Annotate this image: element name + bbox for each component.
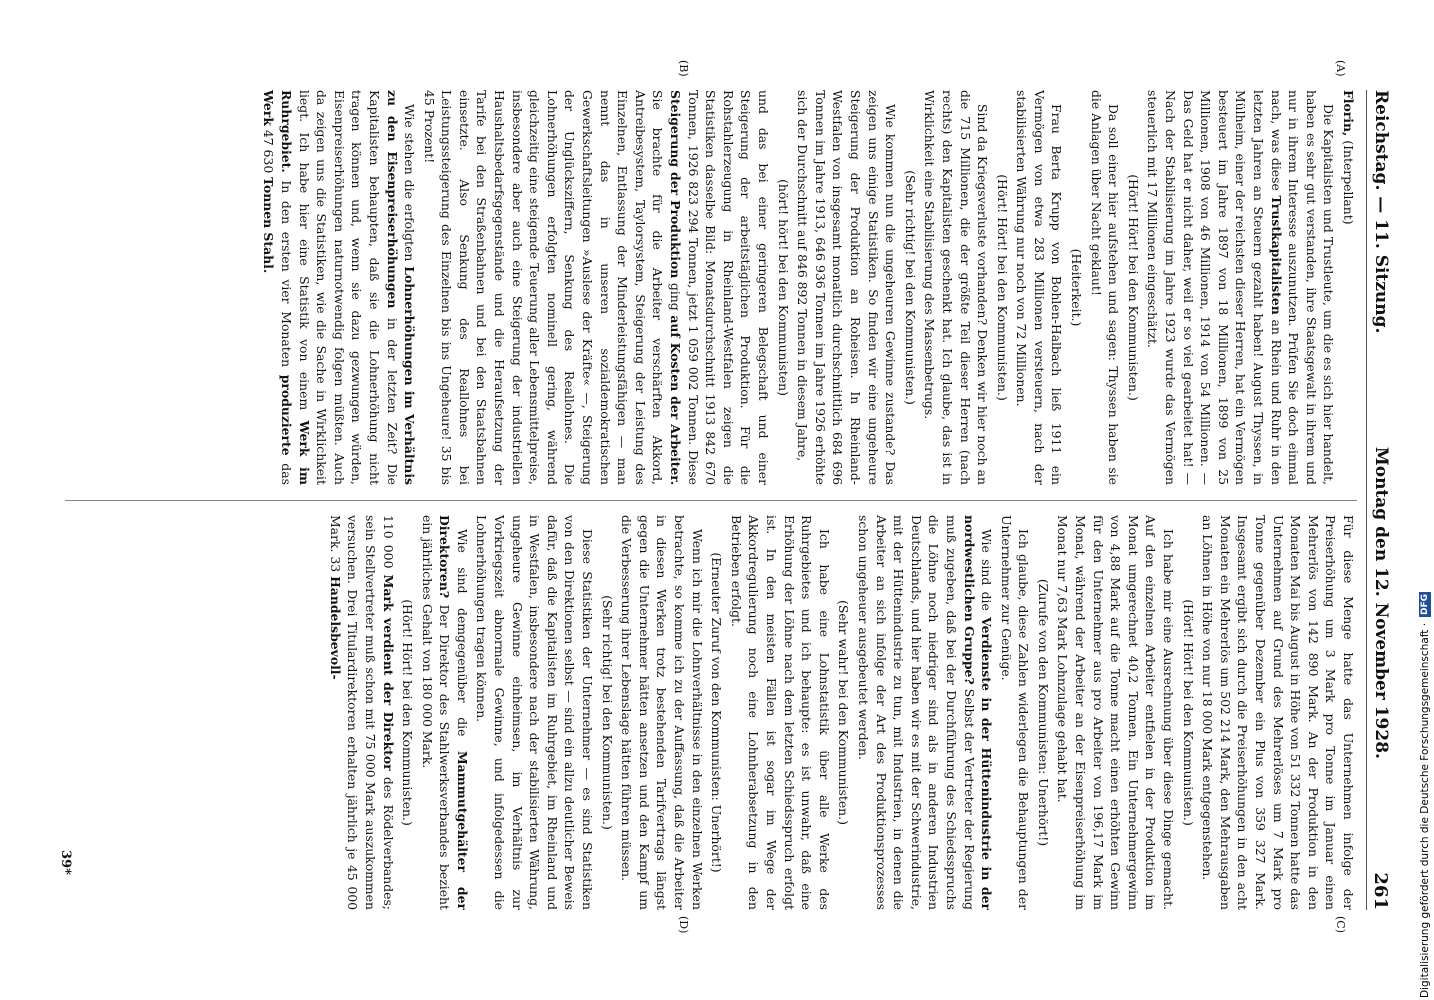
bold-text: Handelsbevoll- <box>327 576 343 680</box>
text-run: Wie kommen nun die ungeheuren Gewinne zustande? Das zeigen uns einige Statistiken. So finden wir eine ungeheure Steigerung der Produktion an Roheisen. In Rheinland-Westfalen von insgesamt monatlich durchschnittlich 684 696 Tonnen im Jahre 1913, 646 936 Tonnen im Jahre 1926 erhöhte sich der Durchschnitt auf 846 892 Tonnen in diesem Jahre, <box>795 90 899 485</box>
interjection <box>1034 515 1052 910</box>
paragraph <box>997 515 1032 910</box>
text-run: Sie brachte für die Arbeiter verschärften Akkord, Antreibesystem, Taylorsystem, Steigerung der Leistung des Einzelnen, Entlassung der Minderleistungsfähigen — man nennt das in unseren sozialdemokratischen Gewerkschaftsleitungen »Auslese der Kräfte« —, Steigerung der Unglücksziffern, Senkung des Reallohnes. Die Lohnerhöhungen erfolgten nominell gering, während gleichzeitig eine steigende Teuerung aller Lebensmittelpreise, insbesondere aber auch eine Steigerung der industriellen Haushaltsbedarfsgegenstände und die Heraufsetzung der Tarife bei den Straßenbahnen und bei den Staatsbahnen einsetzte. Also Senkung des Reallohnes bei Leistungssteigerung des Einzelnen bis ins Ungeheure! 35 bis 45 Prozent! <box>421 90 666 485</box>
left-column <box>65 90 1357 485</box>
paragraph <box>260 90 418 485</box>
paragraph <box>1144 90 1338 485</box>
paragraph <box>418 515 471 910</box>
text-run: Die Kapitalisten und Trustleute, um die es sich hier handelt, haben es sehr gut verstanden, ihre Staatsgewalt in ihrem und nur in ihrem Interesse auszunutzen. Prüfen Sie doch einmal nach, was diese <box>1268 90 1337 485</box>
paragraph <box>921 90 991 485</box>
paragraph <box>326 515 396 910</box>
text-run: (Hört! Hört! bei den Kommunisten.) <box>1180 599 1196 826</box>
text-run: Ich habe mir eine Ausrechnung über diese Dinge gemacht. Auf den einzelnen Arbeiter entfielen in der Produktion im Monat umgerechnet 40,2 Tonnen. Ein Unternehmergewinn von 4,88 Mark auf die Tonne macht einen erhöhten Gewinn für den Unternehmer aus pro Arbeiter von 196,17 Mark im Monat, während der Arbeiter an der Eisenpreiserhöhung im Monat nur 7,63 Mark Lohnzulage gehabt hat. <box>1055 515 1177 910</box>
paragraph <box>1054 515 1177 910</box>
margin-mark-c: (C) <box>1334 916 1347 933</box>
interjection <box>708 515 726 910</box>
bold-text: auf Kosten der Arbeiter. <box>668 315 684 485</box>
interjection <box>993 90 1011 485</box>
document-page <box>55 60 1395 934</box>
text-run: Ich glaube, diese Zahlen widerlegen die Behauptungen der Unternehmer zur Genüge. <box>998 515 1032 910</box>
header-center: Montag den 12. November 1928. <box>1371 446 1391 759</box>
bold-text: Tonnen Stahl. <box>261 177 277 274</box>
text-run: (Hört! Hört! bei den Kommunisten.) <box>994 174 1010 401</box>
bold-text: Verdienste in der Hüttenindustrie in der nordwestlichen Gruppe? <box>961 515 995 910</box>
text-run: Ich habe eine Lohnstatistik über alle Werke des Ruhrgebietes und ich behaupte: es ist unwahr, daß eine Erhöhung der Löhne nach dem letzten Schiedsspruch erfolgt ist. In den meisten Fällen ist sogar im Wege der Akkordregulierung noch eine Lohnherabsetzung in den Betrieben erfolgt. <box>728 515 832 910</box>
text-run: (Sehr richtig! bei den Kommunisten.) <box>902 170 918 405</box>
paragraph <box>727 515 833 910</box>
footer-mark: 39* <box>58 850 73 875</box>
interjection <box>774 90 792 485</box>
right-column <box>65 515 1357 910</box>
margin-mark-a: (A) <box>1334 60 1347 77</box>
margin-mark-b: (B) <box>677 60 690 77</box>
bold-text: produzierte <box>278 374 294 456</box>
bold-text: Werk <box>261 90 277 126</box>
paragraph <box>1339 90 1357 485</box>
bold-text: Lohnerhöhungen im Verhältnis zu den Eisenpreiserhöhungen <box>384 90 418 485</box>
page-header <box>1366 90 1395 910</box>
digitization-credit <box>1418 8 1432 998</box>
text-run: (Heiterkeit.) <box>1069 248 1085 327</box>
bold-text: Mark verdient der Direktor <box>380 574 396 771</box>
paragraph <box>420 90 772 485</box>
text-run: (Hört! Hört! bei den Kommunisten.) <box>1125 174 1141 401</box>
text-run: (Interpellant) <box>1341 136 1356 225</box>
text-run: Wenn ich mir die Lohnverhältnisse in den einzelnen Werken betrachte, so komme ich zu der Auffassung, daß die Arbeiter in diesen Werken trotz bestehenden Tarifvertrags längst gegen die Unternehmer hätten ansetzen und den Kampf um die Verbesserung ihrer Lebenslage hätten führen müssen. <box>619 515 705 910</box>
text-run: Wie sind die <box>979 529 995 618</box>
header-left: Reichstag. — 11. Sitzung. <box>1371 90 1391 334</box>
margin-mark-d: (D) <box>677 916 690 934</box>
text-run: Der Direktor des Stahlwerksverbandes bezieht ein jährliches Gehalt von 180 000 Mark. <box>419 515 453 910</box>
text-run: (Erneuter Zuruf von den Kommunisten: Unerhört!) <box>709 552 725 873</box>
interjection <box>1068 90 1086 485</box>
text-run: ging <box>668 278 684 316</box>
paragraph <box>1013 90 1066 485</box>
text-run: (Zurufe von den Kommunisten: Unerhört!) <box>1035 578 1051 847</box>
interjection <box>1179 515 1197 910</box>
text-run: Da soll einer hier aufstehen und sagen: Thyssen haben sie die Anlagen über Nacht geklaut! <box>1088 90 1122 485</box>
text-run: (Sehr wahr! bei den Kommunisten.) <box>836 600 852 825</box>
paragraph <box>794 90 900 485</box>
bold-text: Steigerung der Produktion <box>668 90 684 279</box>
paragraph <box>1087 90 1122 485</box>
text-run: Sind da Kriegsverluste vorhanden? Denken wir hier noch an die 715 Millionen, die der größte Teil dieser Herren (nach rechts) den Kapitalisten geschenkt hat. Ich glaube, das ist in Wirklichkeit eine Stabilisierung des Massenbetrugs. <box>922 90 991 485</box>
dfg-logo: DFG <box>1420 593 1430 615</box>
column-divider <box>65 500 1357 501</box>
page-number: 261 <box>1370 872 1392 910</box>
text-run: das <box>278 455 294 485</box>
text-run: Wie stehen die erfolgten <box>402 104 418 267</box>
interjection <box>598 515 616 910</box>
text-run: Wie sind demgegenüber die <box>454 529 470 751</box>
text-run: Selbst der Vertreter der Regierung muß zugeben, daß bei der Durchführung des Schiedsspruchs die Löhne noch niedriger sind als in anderen Industrien Deutschlands, und hier haben wir es mit der Schwerindustrie, mit der Hüttenindustrie zu tun, mit Industrien, in denen die Arbeiter an sich infolge der Art des Produktionsprozesses schon ungeheuer ausgebeutet werden. <box>855 515 977 910</box>
text-run: (Hört! Hört! bei den Kommunisten.) <box>400 599 416 826</box>
interjection <box>901 90 919 485</box>
text-run: Frau Berta Krupp von Bohlen-Halbach ließ 1911 ein Vermögen von etwa 283 Millionen versteuern, nach der stabilisierten Währung nur noch von 72 Millionen. <box>1014 90 1065 485</box>
text-run: In den ersten vier Monaten <box>278 172 294 375</box>
text-run: Diese Statistiken der Unternehmer — es sind Statistiken von den Direktionen selbst — sind ein allzu deutlicher Beweis dafür, daß die Kapitalisten im Ruhrgebiet, im Rheinland und in Westfalen, insbesondere nach der stabilisierten Währung, ungeheure Gewinne einheimsen, im Verhältnis zur Vorkriegszeit abnormale Gewinne, und infolgedessen die Lohnerhöhungen tragen können. <box>474 515 596 910</box>
text-run: in der letzten Zeit? Die Kapitalisten behaupten, daß sie die Lohnerhöhung nicht tragen können und, wenn sie dazu gezwungen würden, Eisenpreiserhöhungen naturnotwendig folgen müßten. Auch da zeigen uns die Statistiken, wie die Sache in Wirklichkeit liegt. Ich habe hier eine Statistik von einem <box>296 90 400 485</box>
bold-text: Werk im Ruhrgebiet. <box>278 90 312 485</box>
text-run: an Rhein und Ruhr in den letzten Jahren an Steuern gezahlt haben! August Thyssen, in Mülheim, einer der reichsten dieser Herren, hat ein Vermögen besteuert im Jahre 1897 von 18 Millionen, 1899 von 25 Millionen, 1908 von 46 Millionen, 1914 von 54 Millionen. — Das Geld hat er nicht daher, weil er so viel gearbeitet hat! — Nach der Stabilisierung im Jahre 1923 wurde das Vermögen steuerlich mit 17 Millionen eingeschätzt. <box>1145 90 1284 485</box>
interjection <box>1124 90 1142 485</box>
interjection <box>835 515 853 910</box>
text-run: Für diese Menge hatte das Unternehmen infolge der Preiserhöhung um 3 Mark pro Tonne im Januar einen Mehrerlös von 142 890 Mark. An der Produktion in den Monaten Mai bis August in Höhe von 51 332 Tonnen hatte das Unternehmen auf Grund des Mehrerlöses um 7 Mark pro Tonne gegenüber Dezember ein Plus von 359 327 Mark. Insgesamt ergibt sich durch die Preiserhöhungen in den acht Monaten ein Mehrerlös um 502 214 Mark, den Mehrausgaben an Löhnen in Höhe von nur 18 000 Mark entgegenstehen. <box>1200 515 1356 910</box>
text-run: 110 000 <box>380 515 396 575</box>
paragraph <box>1199 515 1357 910</box>
paragraph <box>854 515 995 910</box>
text-run: (hört! hört! bei den Kommunisten) <box>775 179 791 396</box>
text-run: 47 630 <box>261 125 277 178</box>
text-run: und das bei einer geringeren Belegschaft und einer Steigerung der arbeitstäglichen Produktion. Für die Rohstahlerzeugung in Rheinland-Westfalen zeigen die Statistiken dasselbe Bild: Monatsdurchschnitt 1913 842 670 Tonnen, 1926 823 294 Tonnen, jetzt 1 059 002 Tonnen. Diese <box>685 90 771 485</box>
interjection <box>399 515 417 910</box>
text-run: (Sehr richtig! bei den Kommunisten.) <box>599 595 615 830</box>
text-run: des Rödelverbandes; sein Stellvertreter muß schon mit 75 000 Mark auszukommen versuchen. Drei Titulardirektoren erhalten jährlich je 45 000 Mark. 33 <box>327 515 396 910</box>
paragraph <box>618 515 706 910</box>
paragraph <box>473 515 596 910</box>
bold-text: Trustkapitalisten <box>1268 195 1284 315</box>
credit-text: Digitalisierung gefördert durch die Deutsche Forschungsgemeinschaft · <box>1419 622 1431 998</box>
bold-text: Mammutgehälter der Direktoren? <box>437 515 470 910</box>
bold-text: Florin, <box>1341 90 1356 137</box>
